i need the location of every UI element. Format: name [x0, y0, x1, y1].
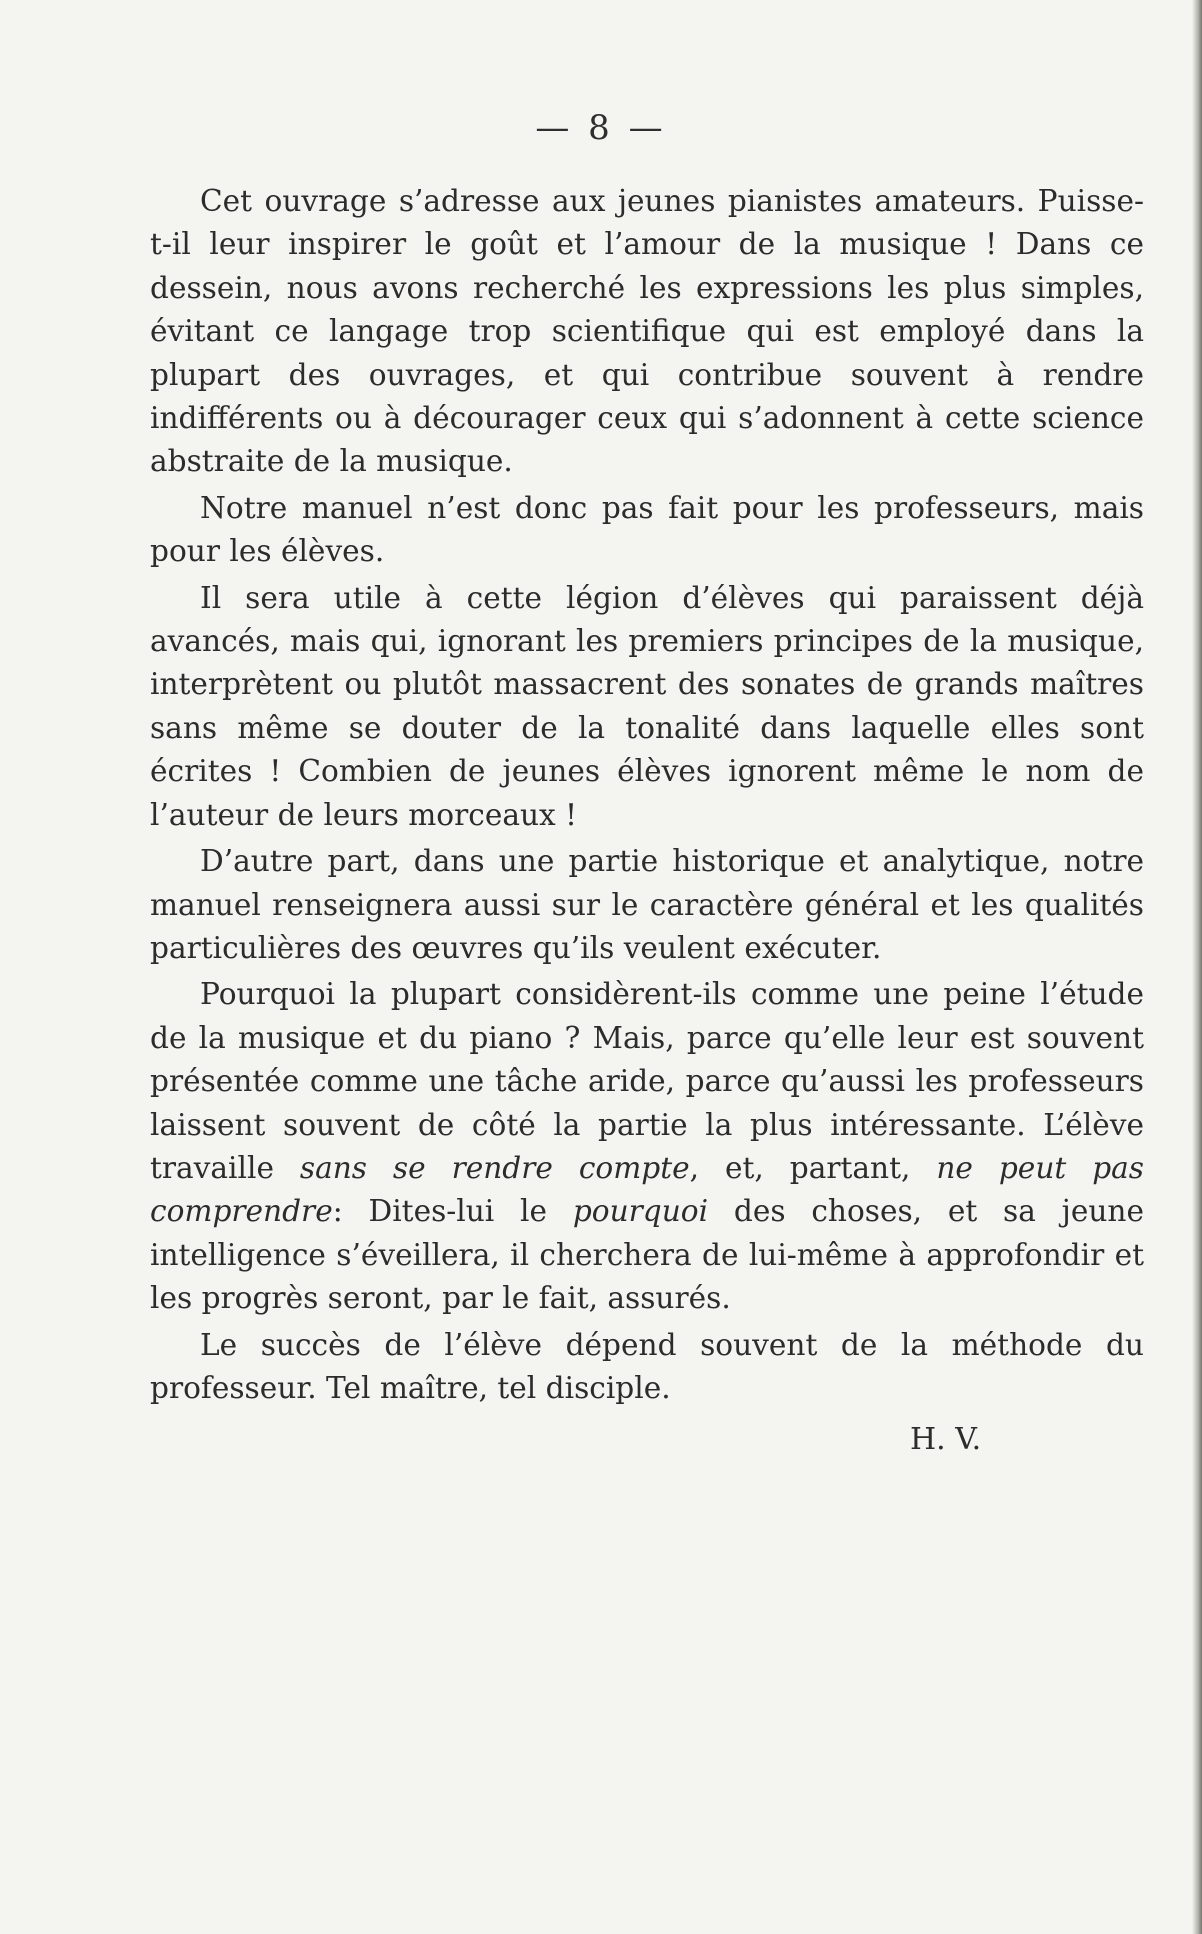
- italic-phrase: sans se rendre compte: [299, 1150, 690, 1185]
- paragraph-5-text: : Dites-lui le: [332, 1194, 573, 1229]
- body-text: [150, 180, 1144, 1413]
- paragraph-2: Notre manuel n’est donc pas fait pour les professeurs, mais pour les élèves.: [150, 490, 1144, 569]
- paragraph-5: [150, 973, 1144, 1320]
- paragraph-1: Cet ouvrage s’adresse aux jeunes pianistes amateurs. Puisse-t-il leur inspirer le goût et l’amour de la musique ! Dans ce dessein, nous avons recherché les expressions les plus simples, évitant ce langage trop scientifique qui est employé dans la plupart des ouvrages, et qui contribue souvent à rendre indifférents ou à décourager ceux qui s’adonnent à cette science abstraite de la musique.: [150, 184, 1144, 479]
- paragraph-5-text: Pourquoi la plupart considèrent-ils comme une peine l’étude de la musique et du piano ? Mais, parce qu’elle leur est souvent présentée comme une tâche aride, parce qu’aussi les professeurs laissent souvent de côté la partie la plus intéressante. L’élève travaille: [150, 977, 1144, 1185]
- italic-phrase: ne peut pas comprendre: [150, 1150, 1144, 1229]
- page-edge-shadow: [1192, 0, 1202, 1934]
- paragraph-5-text: , et, partant,: [689, 1150, 937, 1185]
- italic-phrase: pourquoi: [572, 1194, 709, 1229]
- paragraph-6: Le succès de l’élève dépend souvent de la méthode du professeur. Tel maître, tel disciple.: [150, 1327, 1144, 1405]
- signature: H. V.: [910, 1422, 982, 1457]
- page-number: — 8 —: [535, 108, 667, 148]
- paragraph-5-text: des choses, et sa jeune intelligence s’éveillera, il cherchera de lui-même à approfondir et les progrès seront, par le fait, assurés.: [150, 1194, 1144, 1316]
- paragraph-4: D’autre part, dans une partie historique et analytique, notre manuel renseignera aussi sur le caractère général et les qualités particulières des œuvres qu’ils veulent exécuter.: [150, 844, 1144, 965]
- paragraph-3: Il sera utile à cette légion d’élèves qui paraissent déjà avancés, mais qui, ignorant les premiers principes de la musique, interprètent ou plutôt massacrent des sonates de grands maîtres sans même se douter de la tonalité dans laquelle elles sont écrites ! Combien de jeunes élèves ignorent même le nom de l’auteur de leurs morceaux !: [150, 580, 1144, 832]
